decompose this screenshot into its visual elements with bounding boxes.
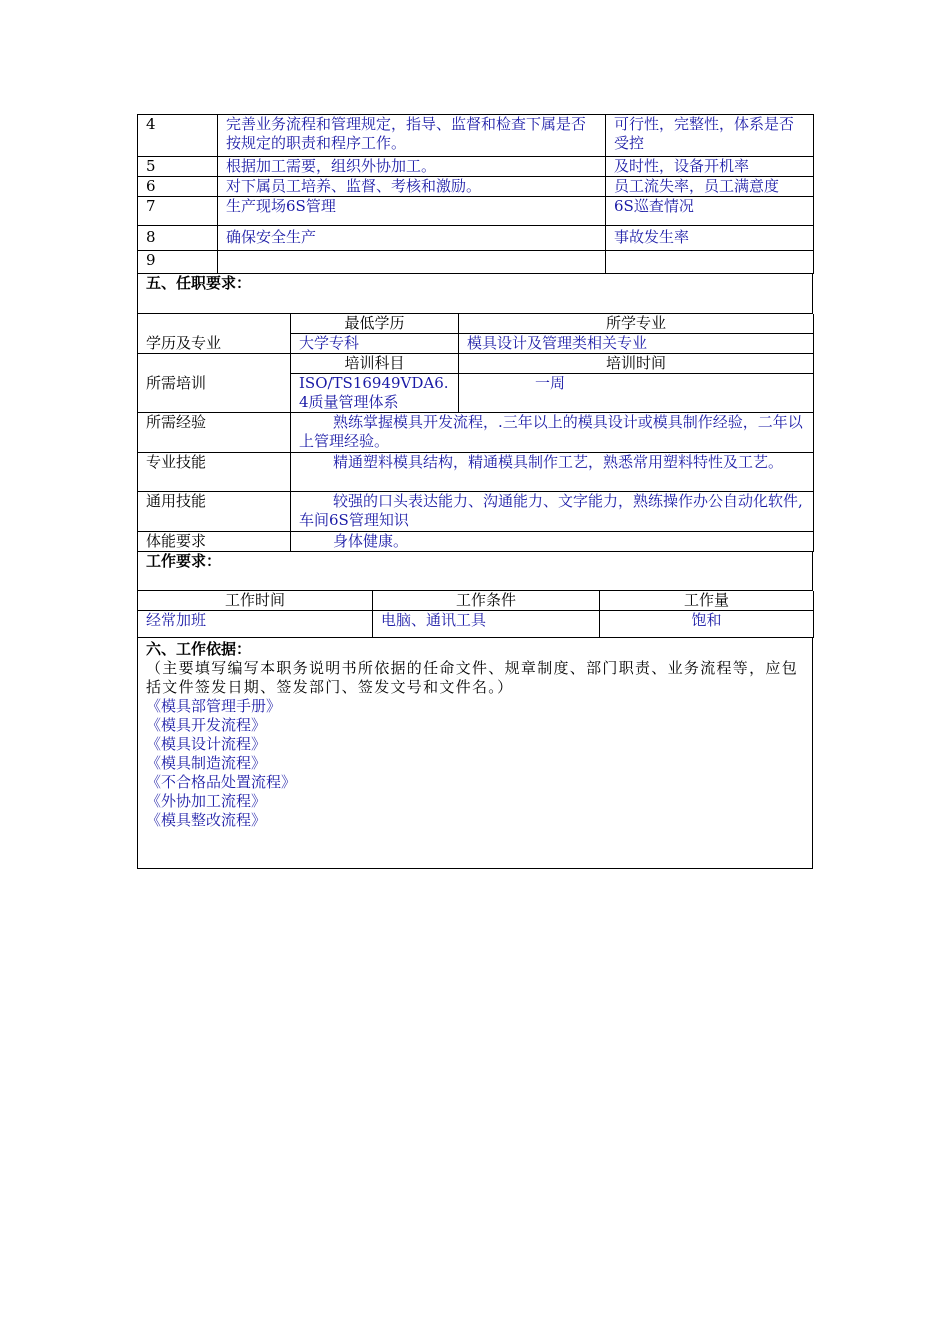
training-duration: 一周 xyxy=(459,374,814,413)
table-row xyxy=(138,115,814,157)
general-skills-value: 较强的口头表达能力、沟通能力、文字能力，熟练操作办公自动化软件,车间6S管理知识 xyxy=(299,492,803,529)
table-row xyxy=(138,413,814,453)
list-item: 《模具制造流程》 xyxy=(146,753,267,772)
training-label: 所需培训 xyxy=(138,354,291,413)
duty-kpi: 事故发生率 xyxy=(606,226,814,251)
duty-kpi: 6S巡查情况 xyxy=(606,197,814,226)
duty-number: 4 xyxy=(138,115,218,157)
list-item: 《外协加工流程》 xyxy=(146,791,267,810)
section-title: 工作要求： xyxy=(138,552,813,590)
duty-kpi: 员工流失率，员工满意度 xyxy=(606,177,814,197)
education-major-header: 所学专业 xyxy=(459,314,814,334)
table-row xyxy=(138,226,814,251)
education-label: 学历及专业 xyxy=(138,314,291,354)
duty-number: 7 xyxy=(138,197,218,226)
duty-task xyxy=(218,251,606,274)
duty-task: 完善业务流程和管理规定，指导、监督和检查下属是否按规定的职责和程序工作。 xyxy=(218,115,606,157)
table-row xyxy=(138,251,814,274)
work-conditions-header: 工作条件 xyxy=(373,591,600,611)
table-row xyxy=(138,532,814,552)
education-degree: 大学专科 xyxy=(291,334,459,354)
table-row xyxy=(138,453,814,492)
physical-value: 身体健康。 xyxy=(333,532,409,550)
duty-number: 6 xyxy=(138,177,218,197)
table-row xyxy=(138,177,814,197)
duty-task: 确保安全生产 xyxy=(218,226,606,251)
duty-number: 9 xyxy=(138,251,218,274)
experience-label: 所需经验 xyxy=(138,413,291,453)
training-subject-header: 培训科目 xyxy=(291,354,459,374)
work-requirements-section xyxy=(137,552,813,591)
work-time-header: 工作时间 xyxy=(138,591,373,611)
job-description-form xyxy=(137,114,813,869)
work-requirements-table xyxy=(137,591,814,638)
physical-label: 体能要求 xyxy=(138,532,291,552)
duties-table xyxy=(137,114,814,274)
duty-task: 根据加工需要，组织外协加工。 xyxy=(218,157,606,177)
table-row xyxy=(138,610,814,637)
workload-header: 工作量 xyxy=(600,591,814,611)
table-row xyxy=(138,492,814,532)
duty-task: 生产现场6S管理 xyxy=(218,197,606,226)
table-row xyxy=(138,314,814,334)
duty-number: 8 xyxy=(138,226,218,251)
work-conditions-value: 电脑、通讯工具 xyxy=(373,610,600,637)
training-duration-header: 培训时间 xyxy=(459,354,814,374)
education-degree-header: 最低学历 xyxy=(291,314,459,334)
work-basis-section xyxy=(137,638,813,870)
table-row xyxy=(138,354,814,374)
list-item: 《模具整改流程》 xyxy=(146,810,267,829)
qualifications-table xyxy=(137,314,814,553)
table-row xyxy=(138,157,814,177)
basis-document-list xyxy=(146,697,804,830)
training-subject: ISO/TS16949VDA6.4质量管理体系 xyxy=(291,374,459,413)
list-item: 《模具部管理手册》 xyxy=(146,696,282,715)
duty-number: 5 xyxy=(138,157,218,177)
list-item: 《不合格品处置流程》 xyxy=(146,772,297,791)
duty-kpi: 及时性，设备开机率 xyxy=(606,157,814,177)
table-row xyxy=(138,197,814,226)
section-title: 五、任职要求： xyxy=(138,274,813,313)
experience-value: 熟练掌握模具开发流程，.三年以上的模具设计或模具制作经验，二年以上管理经验。 xyxy=(299,413,803,450)
duty-task: 对下属员工培养、监督、考核和激励。 xyxy=(218,177,606,197)
duty-kpi xyxy=(606,251,814,274)
workload-value: 饱和 xyxy=(600,610,814,637)
section-title: 六、工作依据： xyxy=(146,639,252,658)
duty-kpi: 可行性，完整性，体系是否受控 xyxy=(606,115,814,157)
basis-note: （主要填写编写本职务说明书所依据的任命文件、规章制度、部门职责、业务流程等，应包括文件签发日期、签发部门、签发文号和文件名。） xyxy=(146,658,799,696)
list-item: 《模具设计流程》 xyxy=(146,734,267,753)
skills-value: 精通塑料模具结构，精通模具制作工艺，熟悉常用塑料特性及工艺。 xyxy=(333,453,784,471)
table-row xyxy=(138,591,814,611)
general-skills-label: 通用技能 xyxy=(138,492,291,532)
work-time-value: 经常加班 xyxy=(138,610,373,637)
list-item: 《模具开发流程》 xyxy=(146,715,267,734)
qualifications-section xyxy=(137,274,813,314)
education-major: 模具设计及管理类相关专业 xyxy=(459,334,814,354)
skills-label: 专业技能 xyxy=(138,453,291,492)
